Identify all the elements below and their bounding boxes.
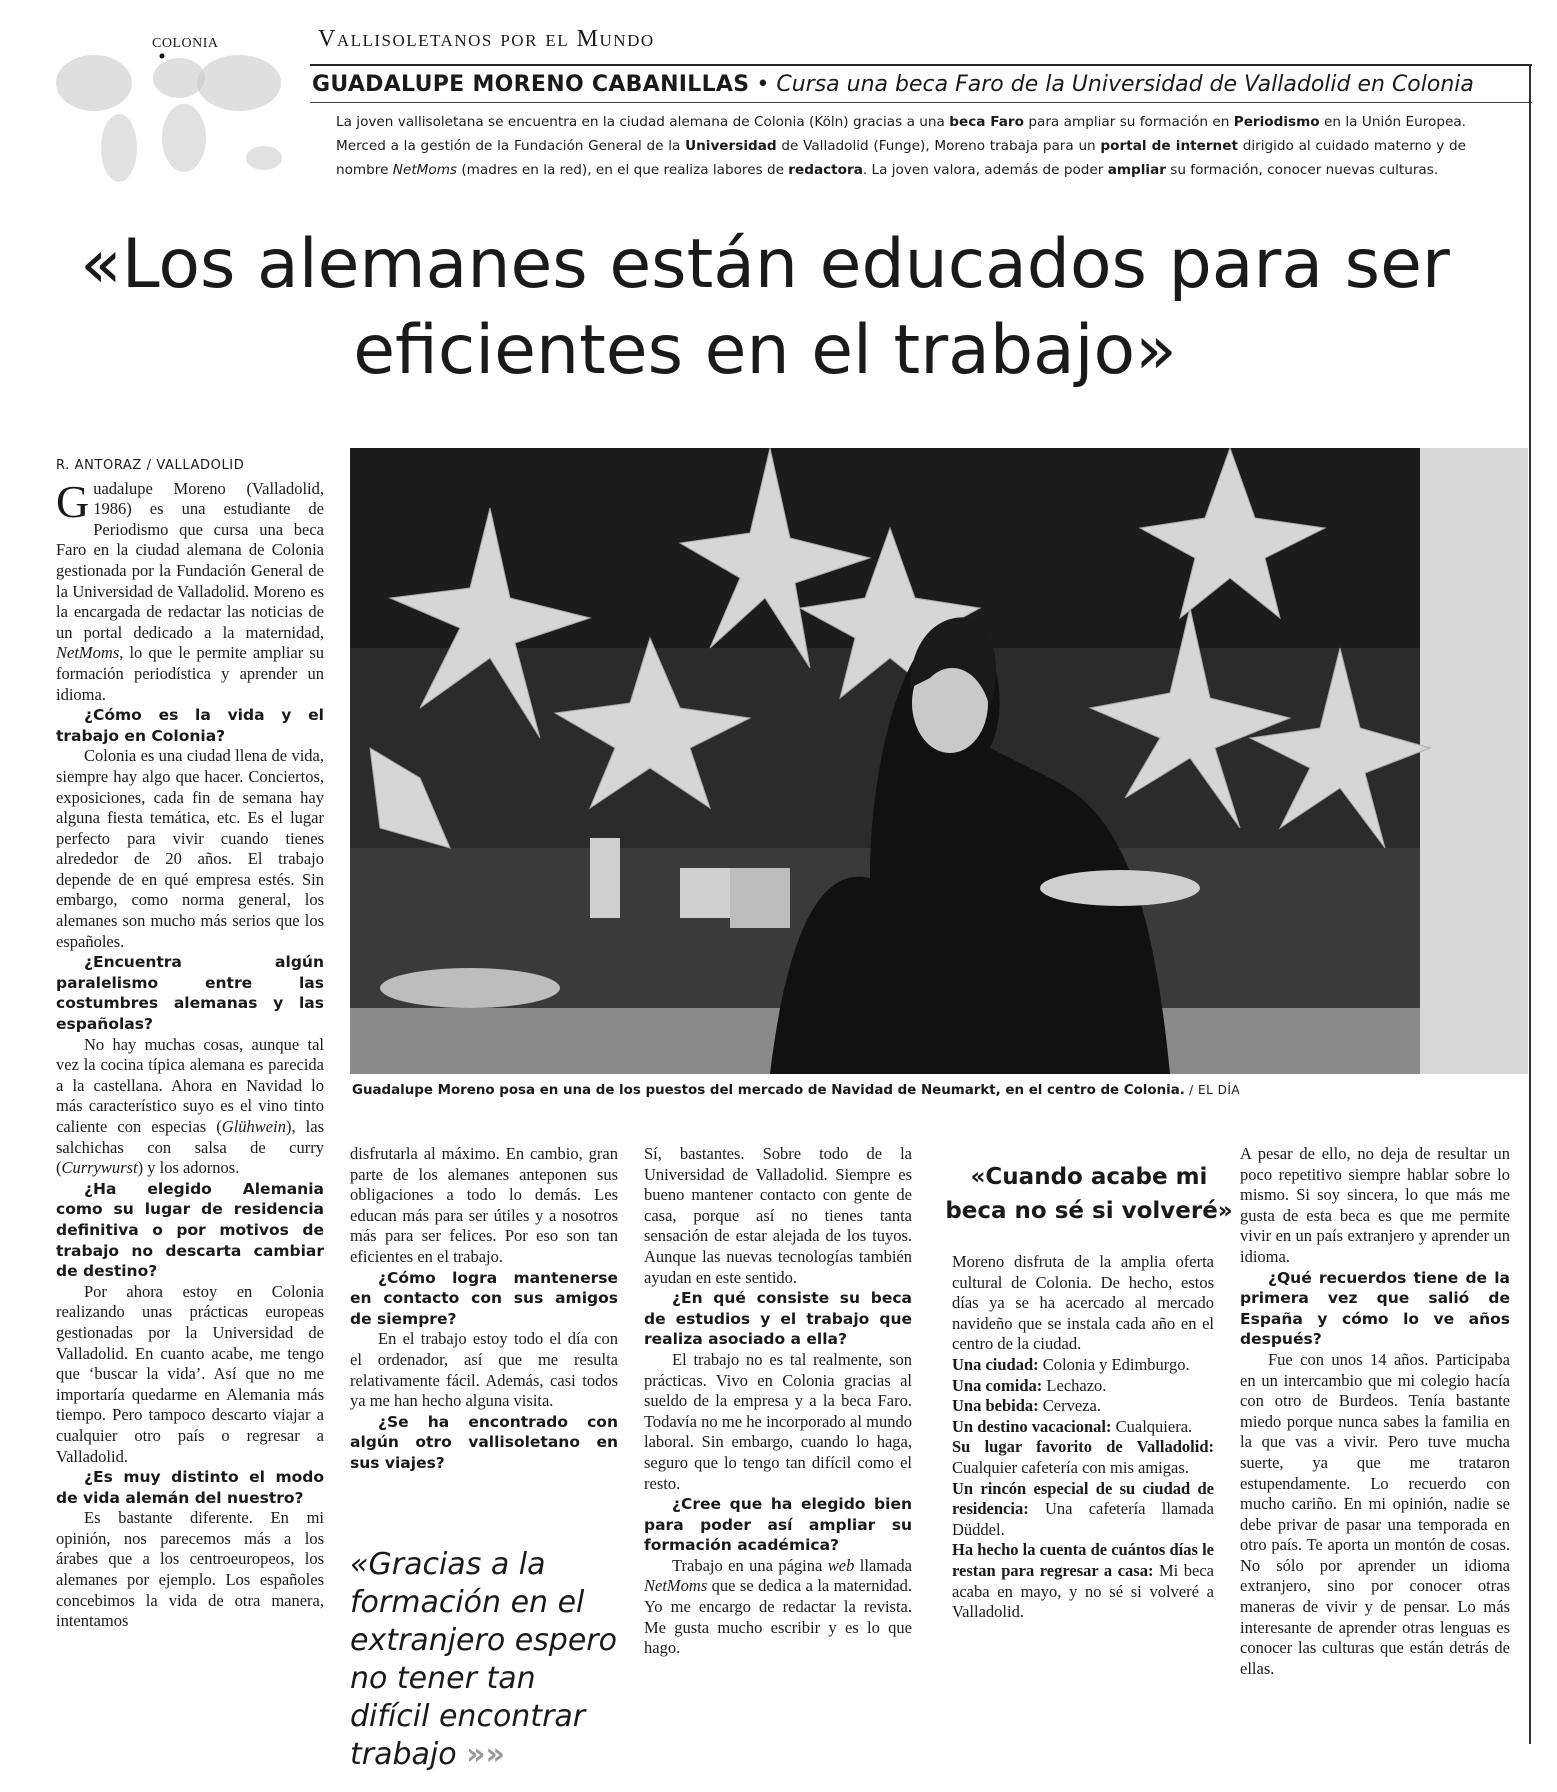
intro-segment: La joven vallisoletana se encuentra en la ciudad alemana de Colonia (Köln) gracias a una (336, 114, 950, 130)
answer-6: Sí, bastantes. Sobre todo de la Universidad de Valladolid. Siempre es bueno mantener contacto con gente de casa, porque así no tienes tanta sensación de estar alejada de los tuyos. Aunque las nuevas tecnologías también ayudan en este sentido. (644, 1144, 912, 1287)
answer-4-part-1: Es bastante diferente. En mi opinión, nos parecemos más a los árabes que a los centroeuropeos, los alemanes por ejemplo. Los españoles concebimos la vida de otra manera, intentamos (56, 1508, 324, 1631)
sidebar-item (952, 1355, 1214, 1376)
answer-4-part-2: disfrutarla al máximo. En cambio, gran parte de los alemanes anteponen sus obligaciones a todo lo demás. Les educan más para ser útiles y a nosotros más para ser felices. Por eso son tan eficientes en el trabajo. (350, 1144, 618, 1266)
location-label: COLONIA (152, 36, 219, 51)
intro-segment: de Valladolid (Funge), Moreno trabaja para un (776, 138, 1101, 154)
sidebar-item (952, 1376, 1214, 1397)
sidebar-item-value: Cualquier cafetería con mis amigas. (952, 1457, 1189, 1477)
right-border-rule (1529, 64, 1531, 1744)
intro-segment: (madres en la red), en el que realiza labores de (457, 162, 789, 178)
header-rule (310, 64, 1532, 66)
question-5: ¿Cómo logra mantenerse en contacto con sus amigos de siempre? (350, 1268, 618, 1328)
sidebar-item-label: Una bebida: (952, 1396, 1039, 1416)
dropcap: G (56, 475, 90, 527)
column-1 (56, 456, 324, 1632)
sidebar-item-value: Colonia y Edimburgo. (1038, 1354, 1190, 1374)
answer-3: Por ahora estoy en Colonia realizando unas prácticas europeas gestionadas por la Universidad de Valladolid. En cuanto acabe, me tengo que ‘buscar la vida’. Así que no me importaría quedarme en Alemania más tiempo. Pero tampoco descarto viajar a cualquier otro país o regresar a Valladolid. (56, 1281, 324, 1466)
intro-segment: redactora (788, 162, 863, 178)
subject-bullet: • (756, 72, 770, 97)
answer-10: Fue con unos 14 años. Participaba en un intercambio que mi colegio hacía con otro de Burdeos. Tenía bastante miedo porque nunca sabes la familia en la que vas a vivir. Pero tuve mucha suerte, ya que me trataron estupendamente. Lo recuerdo con mucho cariño. En mi opinión, nadie se debe privar de pasar una temporada en otro país. Te aporta un montón de cosas. No sólo por aprender un idioma extranjero, sino por conocer otras maneras de vivir y de pensar. Lo más interesante de aprender otras lenguas es conocer las culturas que están detrás de ellas. (1240, 1349, 1510, 1678)
intro-segment: ampliar (1107, 162, 1166, 178)
question-4: ¿Es muy distinto el modo de vida alemán del nuestro? (56, 1468, 324, 1507)
intro-segment: su formación, conocer nuevas culturas. (1165, 162, 1439, 178)
pull-quote-text: «Gracias a la formación en el extranjero espero no tener tan difícil encontrar trabajo (350, 1547, 617, 1772)
question-2: ¿Encuentra algún paralelismo entre las costumbres alemanas y las españolas? (56, 953, 324, 1034)
sidebar-item-value: Cerveza. (1038, 1396, 1101, 1416)
sidebar-item-value: Una cafetería llamada Düddel. (952, 1499, 1214, 1539)
sidebar-item-value: Cualquiera. (1111, 1416, 1193, 1436)
intro-segment: . La joven valora, además de poder (862, 162, 1108, 178)
intro-segment: Universidad (685, 138, 777, 154)
sidebar-body (952, 1252, 1214, 1623)
column-2 (350, 1144, 618, 1474)
sidebar-item (952, 1437, 1214, 1478)
sidebar-item (952, 1479, 1214, 1541)
pull-quote (350, 1546, 618, 1774)
question-3: ¿Ha elegido Alemania como su lugar de residencia definitiva o por motivos de trabajo no descarta cambiar de destino? (56, 1179, 324, 1281)
photo-caption (352, 1083, 1240, 1098)
question-8: ¿Cree que ha elegido bien para poder así ampliar su formación académica? (644, 1495, 912, 1555)
sidebar-item (952, 1417, 1214, 1438)
sidebar-item (952, 1396, 1214, 1417)
world-map-graphic (44, 28, 294, 198)
question-1: ¿Cómo es la vida y el trabajo en Colonia? (56, 706, 324, 745)
byline: R. ANTORAZ / VALLADOLID (56, 458, 245, 473)
sidebar-item-label: Ha hecho la cuenta de cuántos días le restan para regresar a casa: (952, 1540, 1214, 1580)
sidebar-item (952, 1540, 1214, 1622)
sidebar-item-label: Una ciudad: (952, 1354, 1039, 1374)
intro-segment: beca Faro (949, 114, 1024, 130)
intro-segment: NetMoms (392, 162, 458, 178)
answer-1: Colonia es una ciudad llena de vida, siempre hay algo que hacer. Conciertos, exposiciones, cada fin de semana hay alguna fiesta temática, etc. Es el lugar perfecto para vivir cuando tienes alrededor de 20 años. El trabajo depende de en qué empresa estés. Sin embargo, como norma general, los alemanes son mucho más serios que los españoles. (56, 746, 324, 951)
column-3 (644, 1144, 912, 1659)
headline: «Los alemanes están educados para ser eficientes en el trabajo» (80, 225, 1450, 390)
intro-segment: dirigido al cuidado materno y de nombre (336, 138, 1466, 178)
question-7: ¿En qué consiste su beca de estudios y el trabajo que realiza asociado a ella? (644, 1289, 912, 1349)
sidebar-item-label: Un destino vacacional: (952, 1416, 1112, 1436)
question-6: ¿Se ha encontrado con algún otro vallisoletano en sus viajes? (350, 1412, 618, 1472)
sidebar-item-label: Su lugar favorito de Valladolid: (952, 1437, 1214, 1457)
intro-segment: para ampliar su formación en (1023, 114, 1234, 130)
intro-paragraph (336, 110, 1466, 182)
subject-heading (312, 72, 1474, 97)
lead-paragraph: Guadalupe Moreno (Valladolid, 1986) es una estudiante de Periodismo que cursa una beca Faro en la ciudad alemana de Colonia gestionada por la Fundación General de la Universidad de Valladolid. Moreno es la encargada de redactar las noticias de un portal dedicado a la maternidad, NetMoms, lo que le permite ampliar su formación periodística y aprender un idioma. (56, 475, 324, 704)
intro-segment: portal de internet (1100, 138, 1238, 154)
sidebar-intro: Moreno disfruta de la amplia oferta cultural de Colonia. De hecho, estos días ya se ha acercado al mercado navideño que se instala cada año en el centro de la ciudad. (952, 1252, 1214, 1354)
photo-christmas-market-stall (350, 448, 1528, 1074)
answer-9: A pesar de ello, no deja de resultar un poco repetitivo siempre hablar sobre lo mismo. Si soy sincera, lo que más me gusta de esta beca es que me permite vivir en un país extranjero y aprender un idioma. (1240, 1144, 1510, 1266)
caption-text: Guadalupe Moreno posa en una de los puestos del mercado de Navidad de Neumarkt, en el centro de Colonia. (352, 1083, 1185, 1098)
answer-2: No hay muchas cosas, aunque tal vez la cocina típica alemana es parecida a la castellana. Ahora en Navidad lo más característico suyo es el vino tinto caliente con especias (Glühwein), las salchichas con salsa de curry (Currywurst) y los adornos. (56, 1034, 324, 1178)
answer-8: Trabajo en una página web llamada NetMoms que se dedica a la maternidad. Yo me encargo de redactar la revista. Me gusta mucho escribir y es lo que hago. (644, 1555, 912, 1658)
intro-segment: Periodismo (1233, 114, 1320, 130)
intro-segment: en la Unión Europea. Merced a la gestión de la Fundación General de la (336, 114, 1466, 154)
sidebar-item-label: Un rincón especial de su ciudad de residencia: (952, 1478, 1214, 1519)
sidebar-title: «Cuando acabe mi beca no sé si volveré» (945, 1164, 1233, 1224)
subject-name: GUADALUPE MORENO CABANILLAS (312, 72, 750, 97)
section-title: Vallisoletanos por el Mundo (318, 26, 655, 52)
pull-quote-arrows-icon: »» (466, 1737, 505, 1772)
question-10: ¿Qué recuerdos tiene de la primera vez que salió de España y cómo lo ve años después? (1240, 1268, 1510, 1349)
header-rule-lower (310, 102, 1532, 103)
sidebar-items (952, 1355, 1214, 1623)
sidebar-item-label: Una comida: (952, 1375, 1043, 1395)
caption-credit: / EL DÍA (1184, 1083, 1241, 1097)
answer-5: En el trabajo estoy todo el día con el ordenador, así que me resulta relativamente fácil. Además, casi todos ya me han hecho alguna visita. (350, 1329, 618, 1411)
column-5 (1240, 1144, 1510, 1679)
sidebar-item-value: Mi beca acaba en mayo, y no sé si volveré a Valladolid. (952, 1560, 1214, 1622)
subject-subtitle: Cursa una beca Faro de la Universidad de Valladolid en Colonia (776, 72, 1474, 97)
answer-7: El trabajo no es tal realmente, son prácticas. Vivo en Colonia gracias al sueldo de la empresa y a la beca Faro. Todavía no me he incorporado al mundo laboral. Sin embargo, cuando lo haga, seguro que lo tengo tan difícil como el resto. (644, 1349, 912, 1493)
sidebar-item-value: Lechazo. (1042, 1375, 1107, 1395)
